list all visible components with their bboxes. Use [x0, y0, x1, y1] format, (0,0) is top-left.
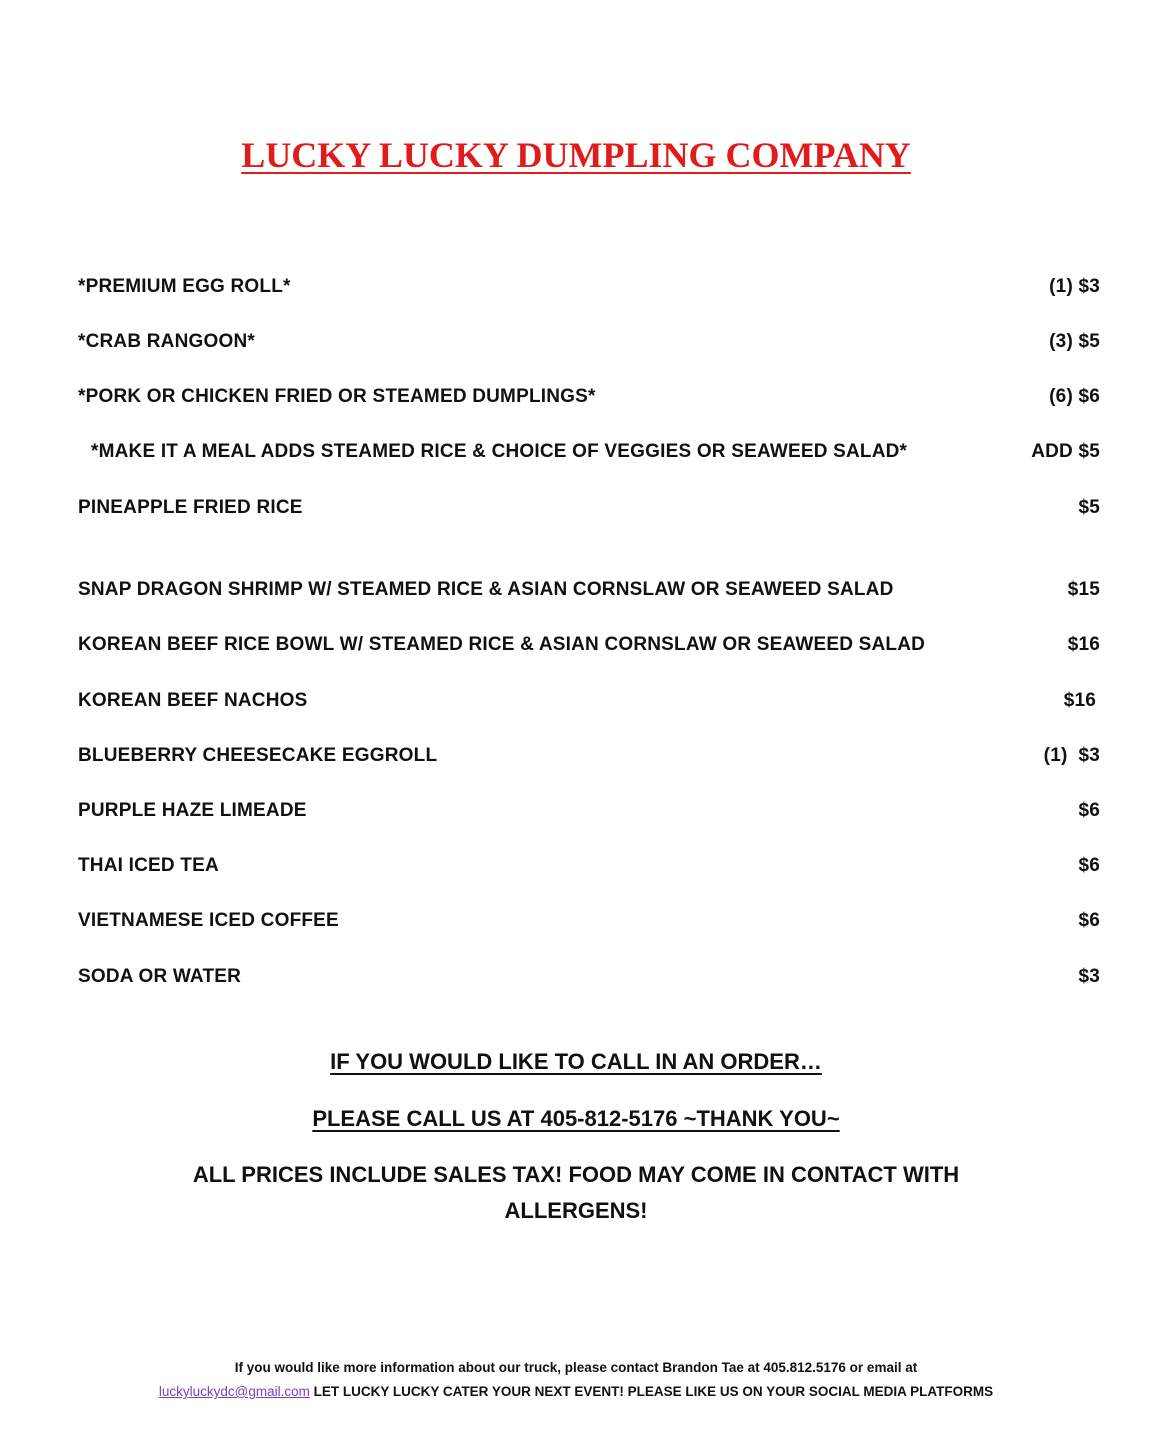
phone-number-text: PLEASE CALL US AT 405-812-5176 ~THANK YOU~: [312, 1106, 840, 1131]
sales-tax-allergen-notice: ALL PRICES INCLUDE SALES TAX! FOOD MAY COME IN CONTACT WITH ALLERGENS!: [192, 1162, 960, 1223]
menu-item-name: BLUEBERRY CHEESECAKE EGGROLL: [78, 745, 438, 766]
menu-item-dumplings: [78, 384, 1100, 410]
menu-item-name: *MAKE IT A MEAL ADDS STEAMED RICE & CHOICE OF VEGGIES OR SEAWEED SALAD*: [91, 441, 908, 462]
menu-item-price: $6: [1078, 855, 1100, 876]
menu-item-name: *CRAB RANGOON*: [78, 331, 255, 352]
footer-contact-line: If you would like more information about our truck, please contact Brandon Tae at 405.812.5176 or email at: [234, 1360, 918, 1375]
menu-item-name: KOREAN BEEF NACHOS: [78, 690, 308, 711]
menu-item-thai-iced-tea: [78, 853, 1100, 879]
menu-item-crab-rangoon: [78, 329, 1100, 355]
menu-item-name: PURPLE HAZE LIMEADE: [78, 800, 307, 821]
menu-item-korean-beef-rice-bowl: [78, 632, 1100, 658]
menu-item-price: (6) $6: [1049, 386, 1100, 407]
menu-item-name: *PORK OR CHICKEN FRIED OR STEAMED DUMPLINGS*: [78, 386, 596, 407]
menu-item-price: $16: [1063, 690, 1096, 711]
menu-item-name: THAI ICED TEA: [78, 855, 219, 876]
menu-item-price: $16: [1067, 634, 1100, 655]
menu-item-purple-haze-limeade: [78, 798, 1100, 824]
call-in-order-text: IF YOU WOULD LIKE TO CALL IN AN ORDER…: [330, 1049, 822, 1074]
menu-item-premium-egg-roll: [78, 274, 1100, 300]
phone-number-line: [0, 1101, 1152, 1137]
menu-item-price: (1) $3: [1043, 745, 1100, 766]
footer-cater-text: LET LUCKY LUCKY CATER YOUR NEXT EVENT! PLEASE LIKE US ON YOUR SOCIAL MEDIA PLATFORMS: [309, 1384, 994, 1399]
menu-item-price: (3) $5: [1049, 331, 1100, 352]
menu-item-price: $3: [1078, 966, 1100, 987]
email-link[interactable]: luckyluckydc@gmail.com: [158, 1384, 310, 1399]
page-title: LUCKY LUCKY DUMPLING COMPANY: [241, 135, 911, 175]
menu-item-blueberry-cheesecake-eggroll: [78, 743, 1100, 769]
menu-item-price: $6: [1078, 800, 1100, 821]
menu-item-price: (1) $3: [1049, 276, 1100, 297]
menu-item-name: *PREMIUM EGG ROLL*: [78, 276, 291, 297]
footer-cater-line: [0, 1380, 1152, 1404]
menu-item-price: ADD $5: [1031, 441, 1100, 462]
menu-item-name: SNAP DRAGON SHRIMP W/ STEAMED RICE & ASIAN CORNSLAW OR SEAWEED SALAD: [78, 579, 894, 600]
menu-item-name: VIETNAMESE ICED COFFEE: [78, 910, 339, 931]
menu-item-korean-beef-nachos: [78, 688, 1100, 714]
menu-item-vietnamese-iced-coffee: [78, 908, 1100, 934]
menu-item-snap-dragon-shrimp: [78, 577, 1100, 603]
menu-item-make-it-a-meal: [78, 439, 1100, 465]
menu-item-price: $5: [1078, 497, 1100, 518]
menu-item-soda-or-water: [78, 964, 1100, 990]
menu-item-name: KOREAN BEEF RICE BOWL W/ STEAMED RICE & ASIAN CORNSLAW OR SEAWEED SALAD: [78, 634, 926, 655]
menu-item-pineapple-fried-rice: [78, 495, 1100, 521]
menu-item-name: PINEAPPLE FRIED RICE: [78, 497, 303, 518]
menu-item-price: $15: [1067, 579, 1100, 600]
menu-item-name: SODA OR WATER: [78, 966, 242, 987]
menu-item-price: $6: [1078, 910, 1100, 931]
call-in-order-heading: [0, 1044, 1152, 1080]
